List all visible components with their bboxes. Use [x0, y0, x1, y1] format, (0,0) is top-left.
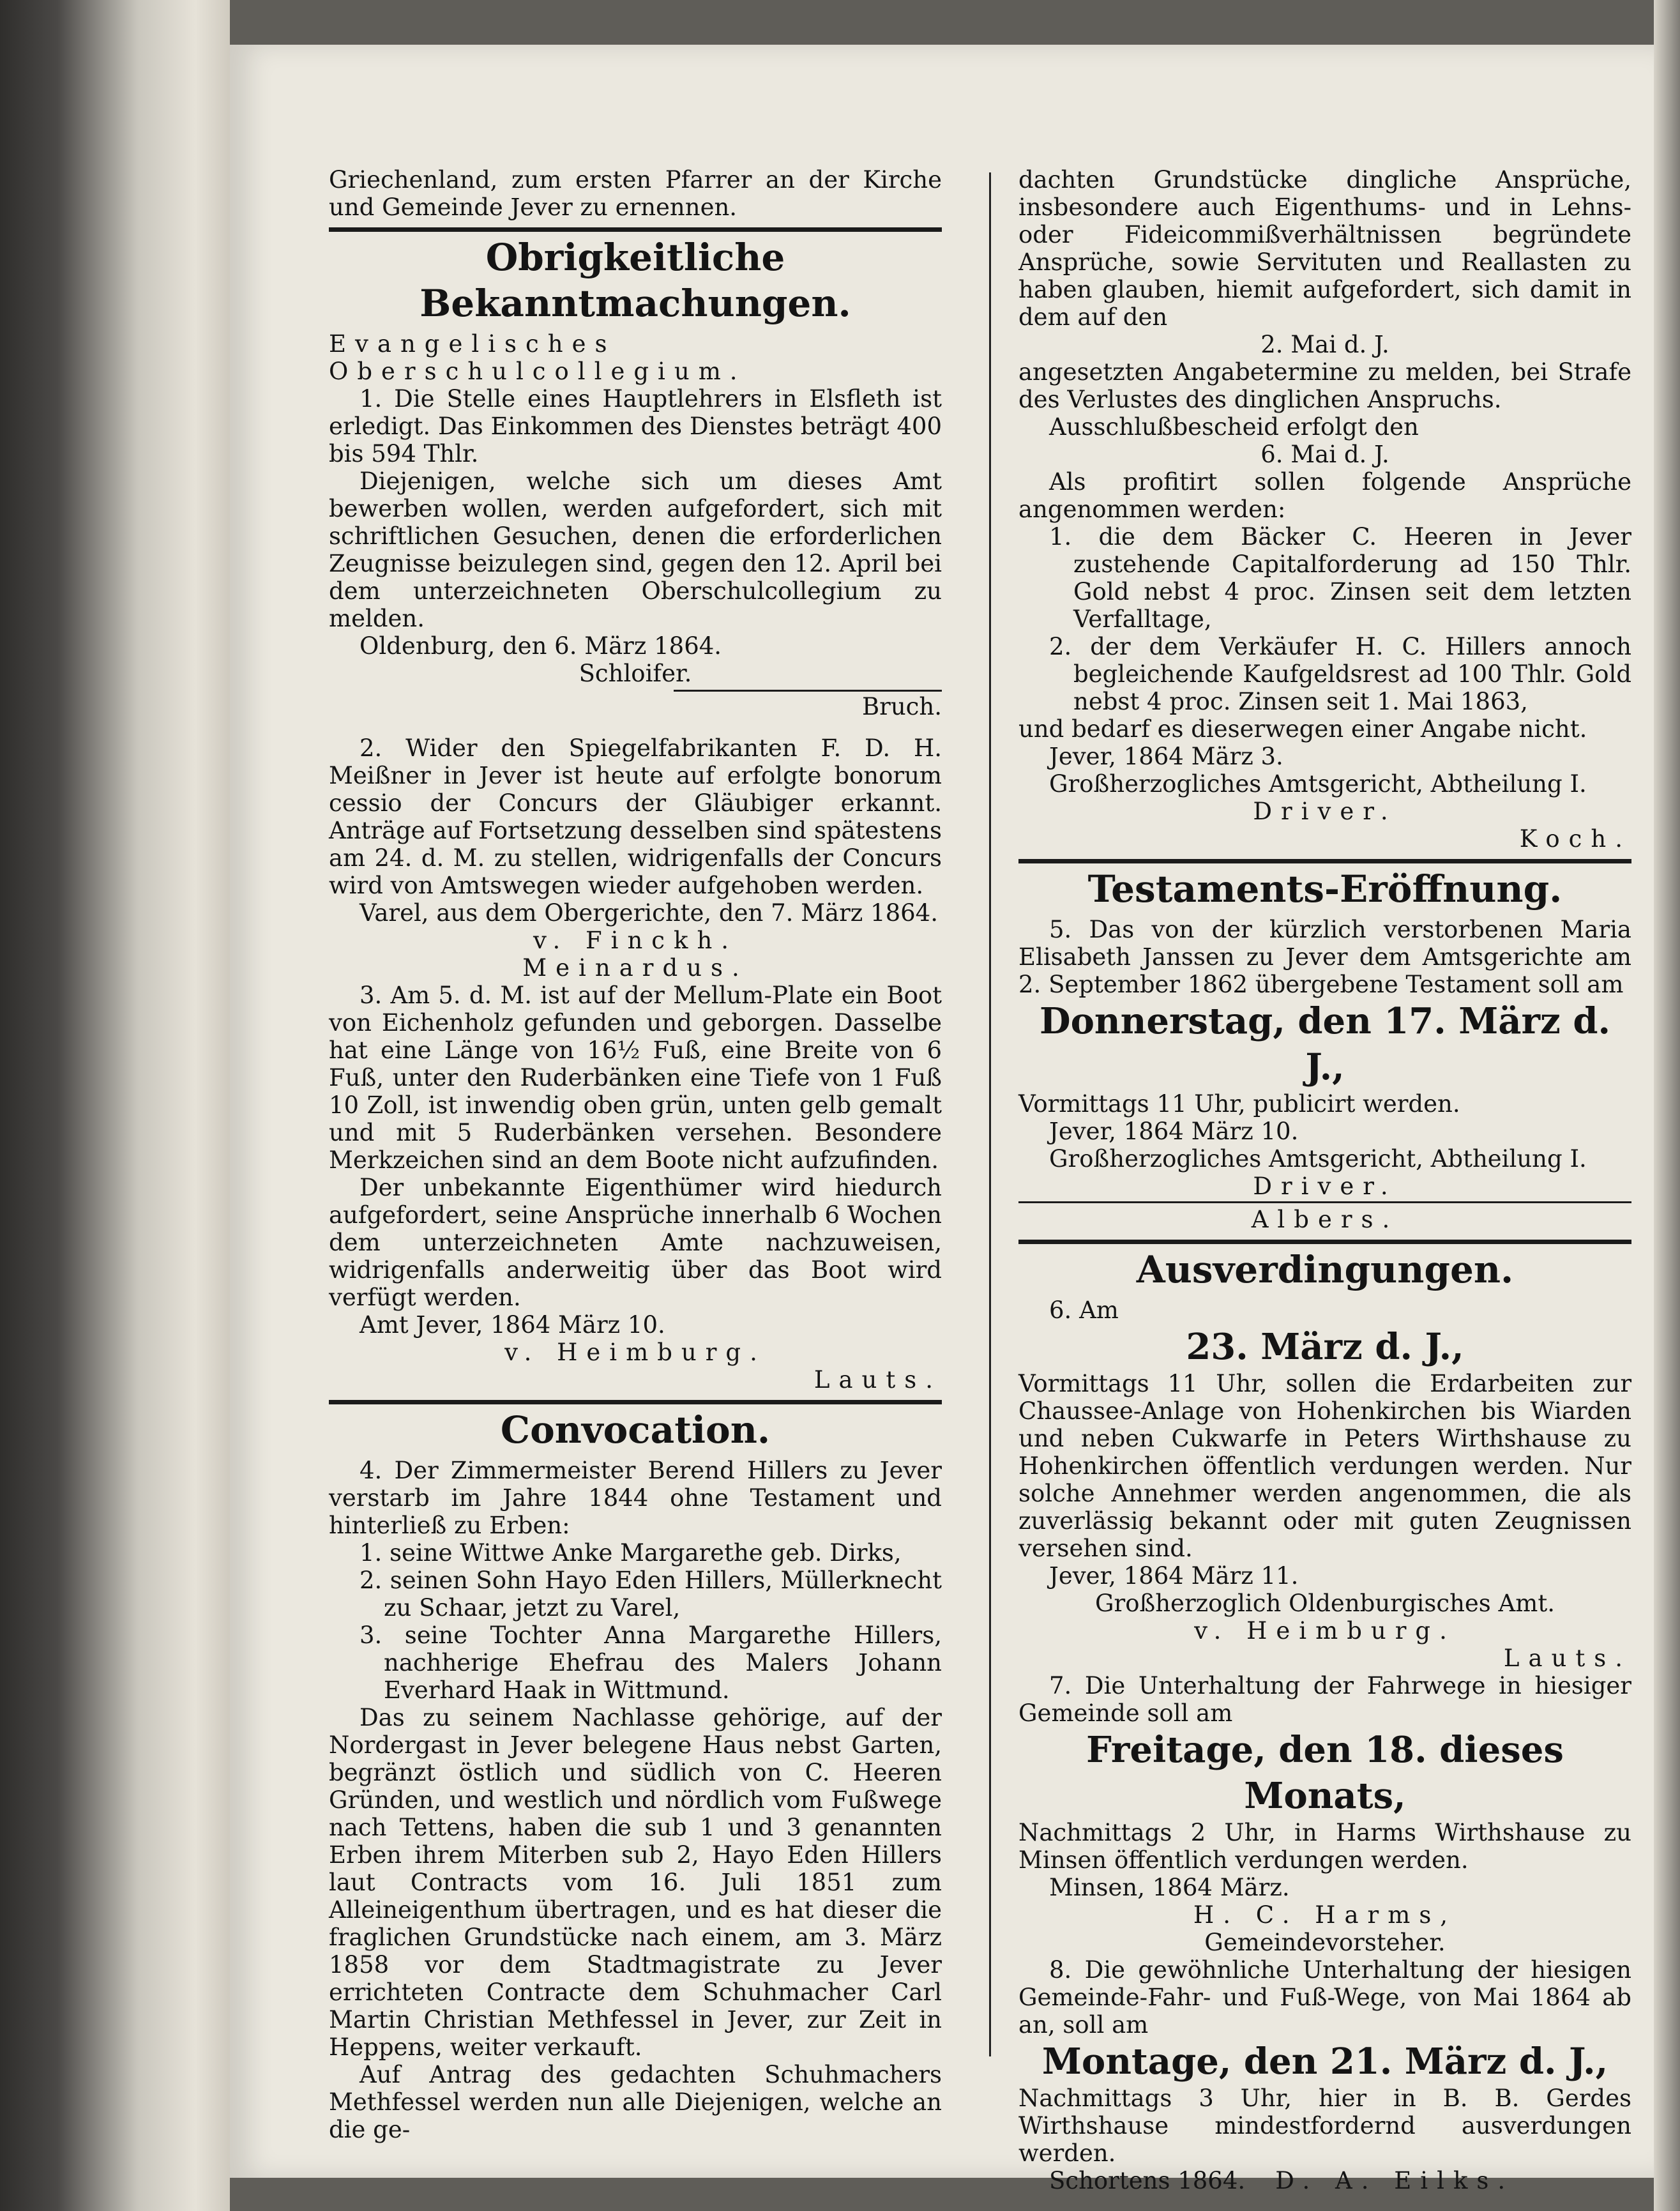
column-divider — [989, 172, 991, 2056]
notice-6: 6. Am — [1049, 1296, 1119, 1324]
paragraph: und bedarf es dieserwegen einer Angabe nicht. — [1018, 715, 1587, 743]
left-column — [329, 166, 942, 2143]
date-highlight: Donnerstag, den 17. März d. J., — [1040, 1000, 1610, 1088]
rule — [1018, 1201, 1631, 1203]
signature: Schloifer. — [579, 660, 692, 687]
date-line: 2. Mai d. J. — [1260, 331, 1389, 358]
notice-8: 8. Die gewöhnliche Unterhaltung der hiesigen Gemeinde-Fahr- und Fuß-Wege, von Mai 1864 ab an, soll am — [1018, 1956, 1631, 2039]
signature: v. Heimburg. — [504, 1339, 766, 1366]
date-highlight: Freitage, den 18. dieses Monats, — [1086, 1729, 1564, 1817]
signature: Koch. — [1519, 825, 1631, 853]
rule — [674, 690, 942, 692]
signature: Driver. — [1253, 798, 1397, 825]
signature: Albers. — [1251, 1206, 1399, 1233]
signature: Lauts. — [814, 1366, 942, 1394]
list-item: 2. seinen Sohn Hayo Eden Hillers, Müllerknecht zu Schaar, jetzt zu Varel, — [359, 1567, 942, 1622]
book-page-edges — [0, 0, 230, 2211]
notice-3: 3. Am 5. d. M. ist auf der Mellum-Plate ein Boot von Eichenholz gefunden und geborgen. Dasselbe hat eine Länge von 16½ Fuß, eine Breite von 6 Fuß, unter den Ruderbänken eine Tiefe von 1 Fuß 10 Zoll, ist inwendig oben grün, unten gelb gemalt und mit 5 Ruderbänken versehen. Besondere Merkzeichen sind an dem Boote nicht aufzufinden. — [329, 982, 942, 1174]
subheading: Evangelisches Oberschulcollegium. — [329, 330, 746, 385]
notice-1: 1. Die Stelle eines Hauptlehrers in Elsfleth ist erledigt. Das Einkommen des Dienstes beträgt 400 bis 594 Thlr. — [329, 385, 942, 467]
dateline: Varel, aus dem Obergerichte, den 7. März 1864. — [359, 899, 938, 927]
paragraph: Das zu seinem Nachlasse gehörige, auf der Nordergast in Jever belegene Haus nebst Garten, begränzt östlich und südlich von C. Heeren Gründen, und westlich und nördlich vom Fußwege nach Tettens, haben die sub 1 und 3 genannten Erben ihrem Miterben sub 2, Hayo Eden Hillers laut Contracts vom 16. Juli 1851 zum Alleineigenthum übertragen, und es hat dieser die fraglichen Grundstücke nach einem, am 3. März 1858 vor dem Stadtmagistrate zu Jever errichteten Contracte dem Schuhmacher Carl Martin Christian Methfessel in Jever, zur Zeit in Heppens, weiter verkauft. — [329, 1704, 942, 2061]
section-rule — [329, 1400, 942, 1404]
paragraph: Griechenland, zum ersten Pfarrer an der Kirche und Gemeinde Jever zu ernennen. — [329, 166, 942, 221]
paragraph: dachten Grundstücke dingliche Ansprüche, insbesondere auch Eigenthums- und in Lehns- oder Fideicommißverhältnissen begründete Ansprüche, sowie Servituten und Reallasten zu haben glauben, hiemit aufgefordert, sich damit in dem auf den — [1018, 166, 1631, 331]
heading-convocation: Convocation. — [500, 1408, 771, 1452]
dateline: Jever, 1864 März 10. — [1049, 1118, 1299, 1145]
paragraph: Nachmittags 3 Uhr, hier in B. B. Gerdes Wirthshause mindestfordernd ausverdungen werden. — [1018, 2085, 1631, 2167]
next-page-edge — [1654, 0, 1680, 2211]
notice-2: 2. Wider den Spiegelfabrikanten F. D. H. Meißner in Jever ist heute auf erfolgte bonorum cessio der Concurs der Gläubiger erkannt. Anträge auf Fortsetzung desselben sind spätestens am 24. d. M. zu stellen, widrigenfalls der Concurs wird von Amtswegen wieder aufgehoben werden. — [329, 734, 942, 899]
dateline — [1018, 2167, 1631, 2194]
paragraph: Nachmittags 2 Uhr, in Harms Wirthshause zu Minsen öffentlich verdungen werden. — [1018, 1819, 1631, 1874]
authority: Großherzogliches Amtsgericht, Abtheilung I. — [1049, 1145, 1587, 1173]
dateline: Minsen, 1864 März. — [1049, 1874, 1290, 1901]
paragraph: Als profitirt sollen folgende Ansprüche angenommen werden: — [1018, 468, 1631, 523]
notice-5: 5. Das von der kürzlich verstorbenen Maria Elisabeth Janssen zu Jever dem Amtsgerichte am 2. September 1862 übergebene Testament soll am — [1018, 916, 1631, 998]
signature: Lauts. — [1503, 1645, 1631, 1672]
paragraph: Auf Antrag des gedachten Schuhmachers Methfessel werden nun alle Diejenigen, welche an die ge- — [329, 2061, 942, 2143]
dateline: Jever, 1864 März 3. — [1049, 743, 1283, 770]
notice-4: 4. Der Zimmermeister Berend Hillers zu Jever verstarb im Jahre 1844 ohne Testament und hinterließ zu Erben: — [329, 1457, 942, 1539]
heading-ausverdingungen: Ausverdingungen. — [1136, 1248, 1514, 1291]
paragraph: Der unbekannte Eigenthümer wird hiedurch aufgefordert, seine Ansprüche innerhalb 6 Wochen dem unterzeichneten Amte nachzuweisen, widrigenfalls anderweitig über das Boot wird verfügt werden. — [329, 1174, 942, 1311]
paragraph: Diejenigen, welche sich um dieses Amt bewerben wollen, werden aufgefordert, sich mit schriftlichen Gesuchen, denen die erforderlichen Zeugnisse beizulegen sind, gegen den 12. April bei dem unterzeichneten Oberschulcollegium zu melden. — [329, 467, 942, 632]
list-item: 1. die dem Bäcker C. Heeren in Jever zustehende Capitalforderung ad 150 Thlr. Gold nebst 4 proc. Zinsen seit dem letzten Verfalltage, — [1049, 523, 1631, 633]
place-date: Schortens 1864. — [1049, 2167, 1246, 2194]
list-item: 2. der dem Verkäufer H. C. Hillers annoch begleichende Kaufgeldsrest ad 100 Thlr. Gold nebst 4 proc. Zinsen seit 1. Mai 1863, — [1049, 633, 1631, 715]
signature: D. A. Eilks. — [1275, 2167, 1515, 2194]
dateline: Amt Jever, 1864 März 10. — [359, 1311, 665, 1339]
heading-obrigkeitliche: Obrigkeitliche Bekanntmachungen. — [420, 236, 851, 325]
signature: v. Finckh. — [533, 927, 738, 954]
date-highlight: Montage, den 21. März d. J., — [1041, 2040, 1608, 2083]
signature: H. C. Harms, — [1193, 1901, 1457, 1929]
section-rule — [1018, 1240, 1631, 1244]
section-rule — [1018, 859, 1631, 863]
date-line: 6. Mai d. J. — [1260, 441, 1389, 468]
list-item: 1. seine Wittwe Anke Margarethe geb. Dirks, — [359, 1539, 902, 1567]
paragraph: angesetzten Angabetermine zu melden, bei Strafe des Verlustes des dinglichen Anspruchs. — [1018, 358, 1631, 413]
signature-title: Gemeindevorsteher. — [1204, 1929, 1446, 1956]
paragraph: Vormittags 11 Uhr, publicirt werden. — [1018, 1090, 1460, 1118]
paragraph: Vormittags 11 Uhr, sollen die Erdarbeiten zur Chaussee-Anlage von Hohenkirchen bis Wiarden und neben Cukwarfe in Peters Wirthshause zu Hohenkirchen öffentlich verdungen werden. Nur solche Annehmer werden angenommen, die als zuverlässig bekannt oder mit guten Zeugnissen versehen sind. — [1018, 1370, 1631, 1562]
signature: Meinardus. — [522, 954, 748, 982]
list-item: 3. seine Tochter Anna Margarethe Hillers, nachherige Ehefrau des Malers Johann Everhard Haak in Wittmund. — [359, 1622, 942, 1704]
signature: Bruch. — [861, 693, 942, 720]
signature: v. Heimburg. — [1194, 1617, 1456, 1645]
date-highlight: 23. März d. J., — [1186, 1326, 1464, 1368]
notice-7: 7. Die Unterhaltung der Fahrwege in hiesiger Gemeinde soll am — [1018, 1672, 1631, 1727]
right-column — [1018, 166, 1631, 2194]
heading-testaments: Testaments-Eröffnung. — [1087, 867, 1563, 911]
signature: Driver. — [1253, 1173, 1397, 1200]
dateline: Jever, 1864 März 11. — [1049, 1562, 1299, 1590]
authority: Großherzoglich Oldenburgisches Amt. — [1094, 1590, 1555, 1617]
paragraph: Ausschlußbescheid erfolgt den — [1049, 413, 1419, 441]
section-rule — [329, 227, 942, 232]
authority: Großherzogliches Amtsgericht, Abtheilung I. — [1049, 770, 1587, 798]
dateline: Oldenburg, den 6. März 1864. — [359, 632, 722, 660]
